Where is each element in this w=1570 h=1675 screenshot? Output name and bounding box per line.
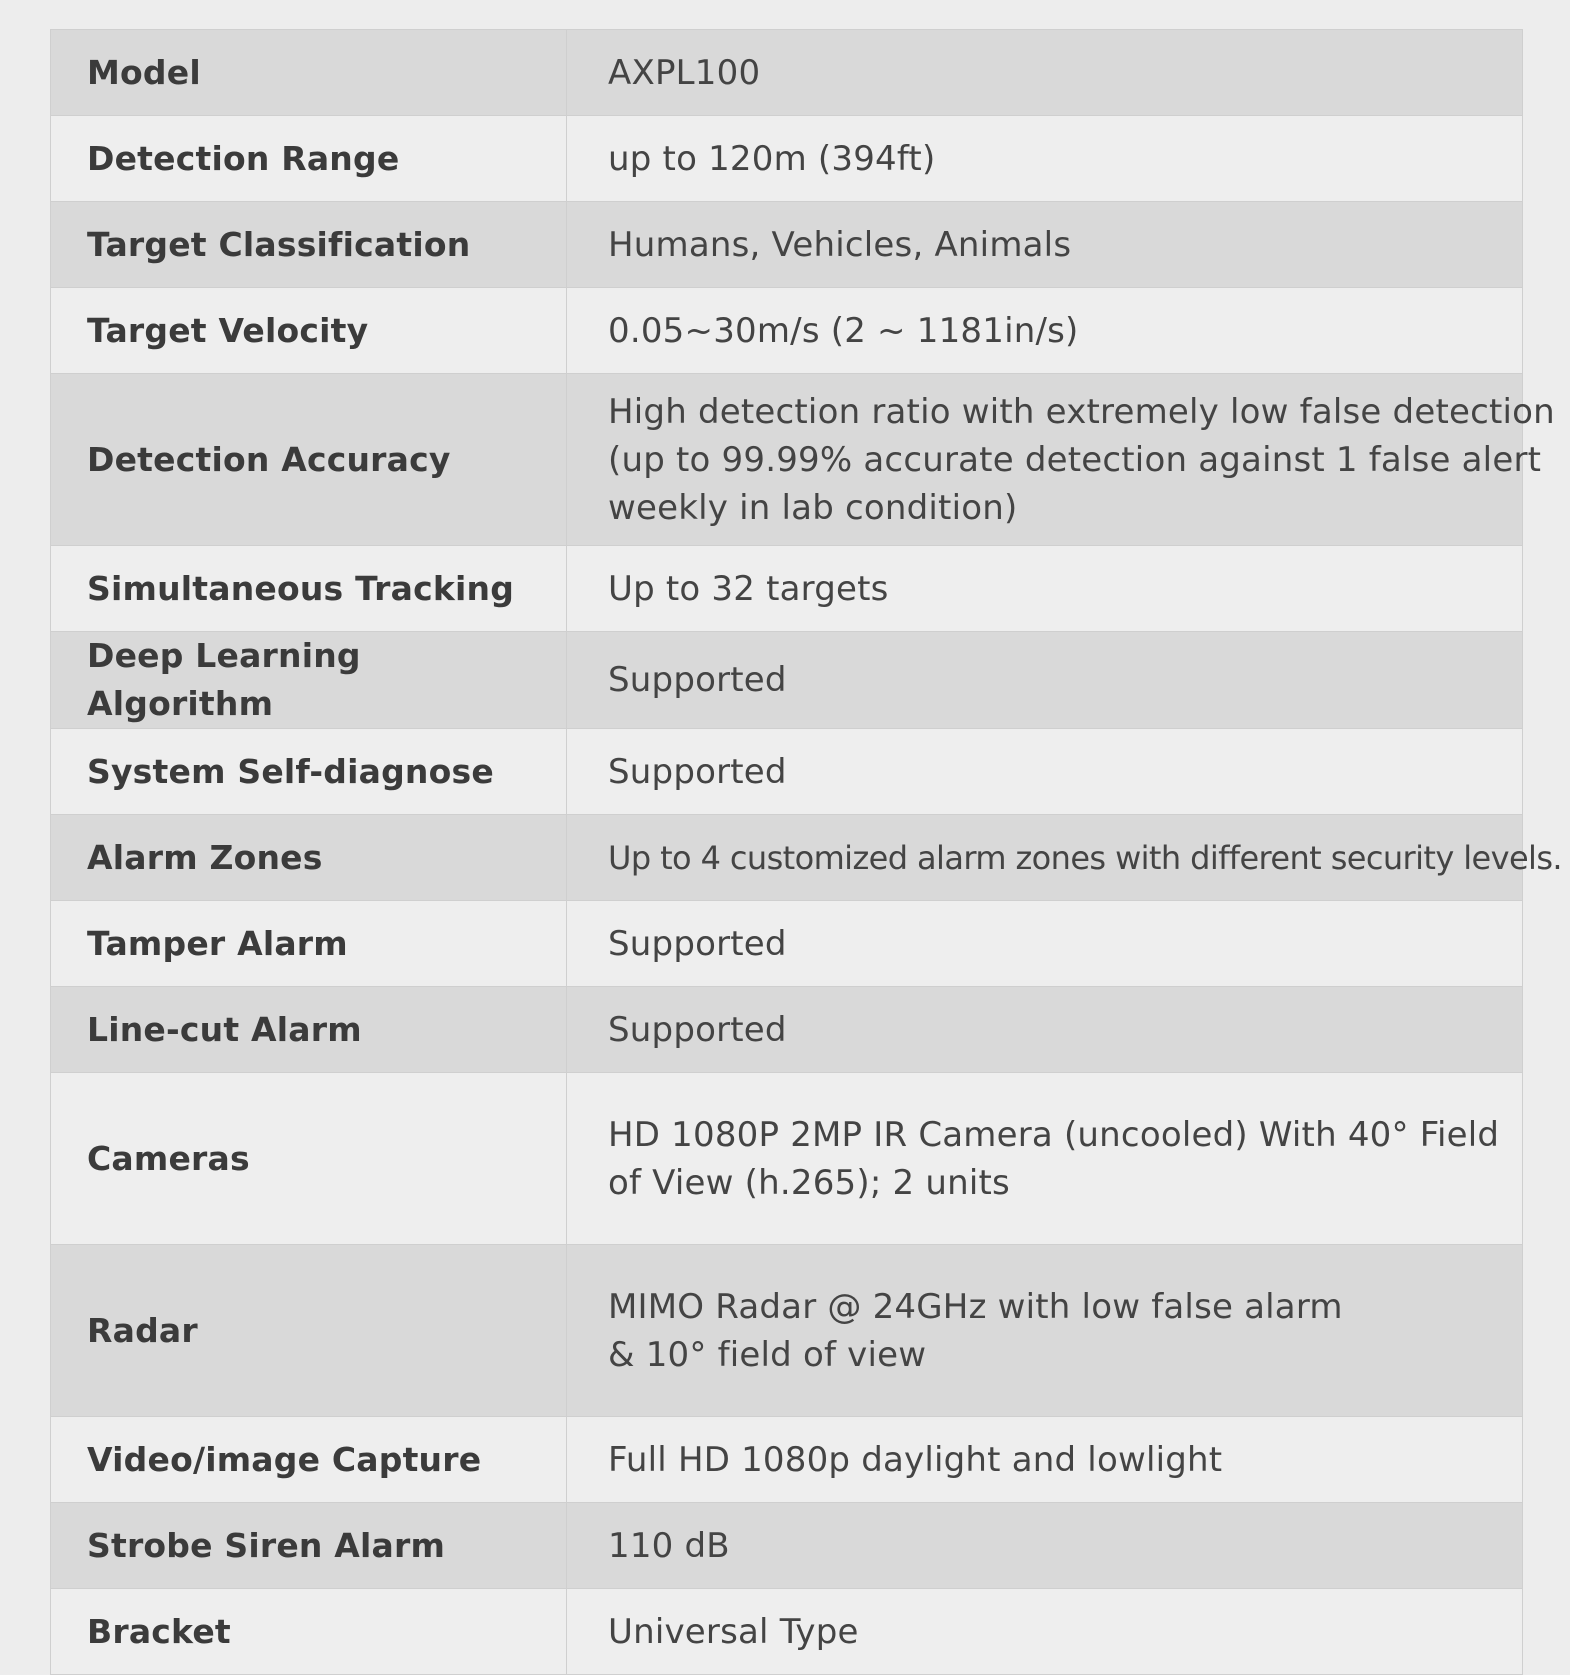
spec-table bbox=[50, 29, 1562, 1675]
spec-value bbox=[567, 30, 1523, 116]
spec-value bbox=[567, 116, 1523, 202]
spec-value-line: HD 1080P 2MP IR Camera (uncooled) With 40° Field bbox=[608, 1114, 1500, 1155]
spec-value-line: AXPL100 bbox=[608, 52, 761, 93]
spec-value-line: MIMO Radar @ 24GHz with low false alarm bbox=[608, 1286, 1343, 1327]
table-row bbox=[51, 1589, 1523, 1675]
spec-value-line: Supported bbox=[608, 923, 787, 964]
spec-value-line: Supported bbox=[608, 660, 787, 700]
spec-value-line: Supported bbox=[608, 1009, 787, 1050]
spec-value bbox=[567, 1245, 1523, 1417]
spec-value bbox=[567, 987, 1523, 1073]
table-row bbox=[51, 116, 1523, 202]
spec-label: Target Velocity bbox=[51, 288, 567, 374]
spec-value bbox=[567, 1589, 1523, 1675]
spec-value bbox=[567, 374, 1555, 546]
spec-value-line: 0.05~30m/s (2 ~ 1181in/s) bbox=[608, 310, 1079, 351]
spec-label: System Self-diagnose bbox=[51, 729, 567, 815]
spec-label: Tamper Alarm bbox=[51, 901, 567, 987]
spec-label: Cameras bbox=[51, 1073, 567, 1245]
spec-label: Alarm Zones bbox=[51, 815, 567, 901]
table-row bbox=[51, 374, 1523, 546]
spec-label: Detection Range bbox=[51, 116, 567, 202]
table-row bbox=[51, 30, 1523, 116]
table-row bbox=[51, 987, 1523, 1073]
spec-value bbox=[567, 546, 1523, 632]
table-row bbox=[51, 1245, 1523, 1417]
spec-label: Bracket bbox=[51, 1589, 567, 1675]
table-row bbox=[51, 815, 1523, 901]
table-row bbox=[51, 202, 1523, 288]
spec-label: Deep Learning Algorithm bbox=[51, 632, 567, 729]
spec-value bbox=[567, 729, 1523, 815]
spec-value-line: up to 120m (394ft) bbox=[608, 138, 936, 179]
spec-value-line: Up to 32 targets bbox=[608, 568, 889, 609]
spec-value-line: & 10° field of view bbox=[608, 1334, 927, 1375]
table-row bbox=[51, 546, 1523, 632]
spec-label: Simultaneous Tracking bbox=[51, 546, 567, 632]
table-row bbox=[51, 729, 1523, 815]
spec-value bbox=[567, 1503, 1523, 1589]
spec-value-line: of View (h.265); 2 units bbox=[608, 1162, 1010, 1203]
spec-value-line: Universal Type bbox=[608, 1611, 859, 1652]
table-row bbox=[51, 1503, 1523, 1589]
spec-value bbox=[567, 1073, 1523, 1245]
table-row bbox=[51, 632, 1523, 729]
spec-value bbox=[567, 288, 1523, 374]
spec-value-line: weekly in lab condition) bbox=[608, 487, 1018, 528]
spec-label: Target Classification bbox=[51, 202, 567, 288]
spec-label: Model bbox=[51, 30, 567, 116]
spec-label: Strobe Siren Alarm bbox=[51, 1503, 567, 1589]
spec-value-line: (up to 99.99% accurate detection against 1 false alert bbox=[608, 439, 1542, 480]
spec-value bbox=[567, 1417, 1523, 1503]
spec-value-line: Full HD 1080p daylight and lowlight bbox=[608, 1439, 1223, 1480]
spec-value-line: 110 dB bbox=[608, 1525, 730, 1566]
spec-value bbox=[567, 901, 1523, 987]
table-row bbox=[51, 901, 1523, 987]
spec-label: Line-cut Alarm bbox=[51, 987, 567, 1073]
spec-value bbox=[567, 202, 1523, 288]
table-row bbox=[51, 1417, 1523, 1503]
spec-label: Detection Accuracy bbox=[51, 374, 567, 546]
spec-value bbox=[567, 815, 1562, 901]
spec-label: Radar bbox=[51, 1245, 567, 1417]
spec-value-line: High detection ratio with extremely low false detection bbox=[608, 391, 1555, 432]
spec-value bbox=[567, 632, 1523, 729]
spec-value-line: Up to 4 customized alarm zones with different security levels. bbox=[608, 838, 1562, 877]
spec-value-line: Supported bbox=[608, 751, 787, 792]
table-row bbox=[51, 1073, 1523, 1245]
spec-value-line: Humans, Vehicles, Animals bbox=[608, 224, 1072, 265]
spec-label: Video/image Capture bbox=[51, 1417, 567, 1503]
table-row bbox=[51, 288, 1523, 374]
